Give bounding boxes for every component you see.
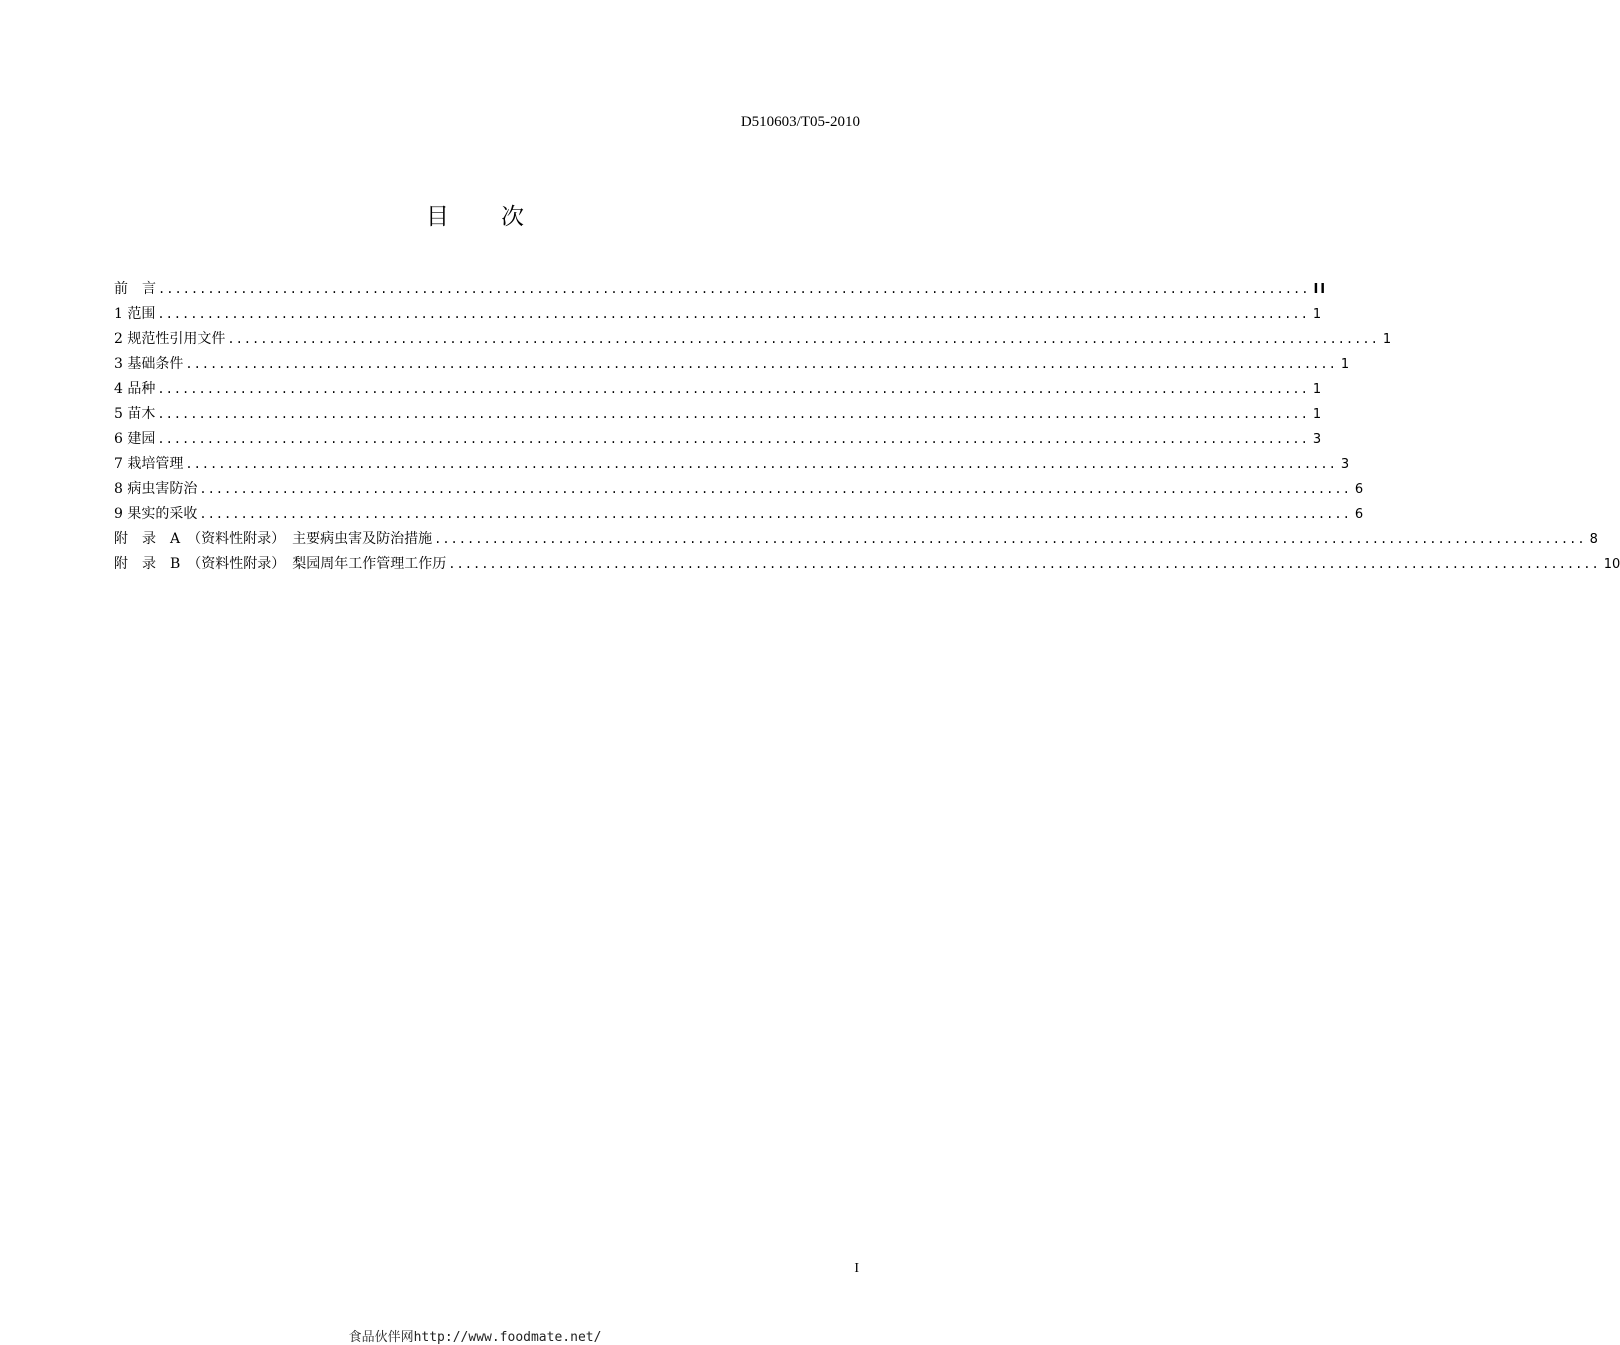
toc-entry-9[interactable]: [114, 503, 1364, 528]
dot-leader: ............................................................................................................................................: [157, 382, 1309, 396]
dot-leader: ............................................................................................................................................: [448, 557, 1600, 571]
toc-entry-page: 1: [1382, 332, 1392, 347]
toc-entry-page: 3: [1340, 457, 1350, 472]
toc-entry-label: 7 栽培管理: [114, 456, 184, 472]
toc-entry-appendix-a[interactable]: [114, 528, 1598, 553]
toc-entry-7[interactable]: [114, 453, 1350, 478]
toc-entry-label: 6 建园: [114, 431, 156, 447]
toc-entry-page: 1: [1312, 382, 1322, 397]
toc-entry-page: 6: [1354, 482, 1364, 497]
toc-entry-label: 附 录 B （资料性附录） 梨园周年工作管理工作历: [114, 556, 447, 572]
toc-entry-label: 前 言: [114, 281, 156, 297]
dot-leader: ............................................................................................................................................: [434, 532, 1586, 546]
toc-entry-page: 10: [1603, 557, 1620, 572]
toc-entry-label: 4 品种: [114, 381, 156, 397]
table-of-contents: [114, 278, 1620, 578]
toc-entry-label: 1 范围: [114, 306, 156, 322]
toc-entry-page: II: [1313, 282, 1328, 297]
toc-entry-page: 1: [1340, 357, 1350, 372]
toc-entry-page: 1: [1312, 407, 1322, 422]
toc-entry-label: 5 苗木: [114, 406, 156, 422]
toc-entry-label: 2 规范性引用文件: [114, 331, 226, 347]
document-code: D510603/T05-2010: [740, 114, 860, 130]
toc-entry-page: 6: [1354, 507, 1364, 522]
toc-title-char-1: 目: [426, 204, 449, 230]
dot-leader: ............................................................................................................................................: [185, 457, 1337, 471]
toc-entry-label: 8 病虫害防治: [114, 481, 198, 497]
dot-leader: ............................................................................................................................................: [227, 332, 1379, 346]
toc-entry-preface[interactable]: [114, 278, 1328, 303]
page-number: I: [854, 1261, 859, 1276]
toc-entry-page: 1: [1312, 307, 1322, 322]
dot-leader: ............................................................................................................................................: [157, 407, 1309, 421]
toc-entry-label: 附 录 A （资料性附录） 主要病虫害及防治措施: [114, 531, 433, 547]
toc-entry-6[interactable]: [114, 428, 1322, 453]
toc-entry-appendix-b[interactable]: [114, 553, 1620, 578]
toc-entry-label: 9 果实的采收: [114, 506, 198, 522]
toc-entry-label: 3 基础条件: [114, 356, 184, 372]
toc-entry-4[interactable]: [114, 378, 1322, 403]
dot-leader: ............................................................................................................................................: [199, 482, 1351, 496]
dot-leader: ............................................................................................................................................: [185, 357, 1337, 371]
toc-title: [0, 198, 950, 231]
toc-entry-8[interactable]: [114, 478, 1364, 503]
toc-entry-5[interactable]: [114, 403, 1322, 428]
footer-watermark: 食品伙伴网http://www.foodmate.net/: [348, 1330, 602, 1345]
toc-entry-2[interactable]: [114, 328, 1392, 353]
dot-leader: ............................................................................................................................................: [157, 307, 1309, 321]
toc-title-char-2: 次: [501, 204, 524, 230]
dot-leader: ............................................................................................................................................: [158, 282, 1310, 296]
dot-leader: ............................................................................................................................................: [199, 507, 1351, 521]
toc-entry-page: 8: [1589, 532, 1598, 547]
toc-entry-3[interactable]: [114, 353, 1350, 378]
toc-entry-page: 3: [1312, 432, 1322, 447]
dot-leader: ............................................................................................................................................: [157, 432, 1309, 446]
toc-entry-1[interactable]: [114, 303, 1322, 328]
